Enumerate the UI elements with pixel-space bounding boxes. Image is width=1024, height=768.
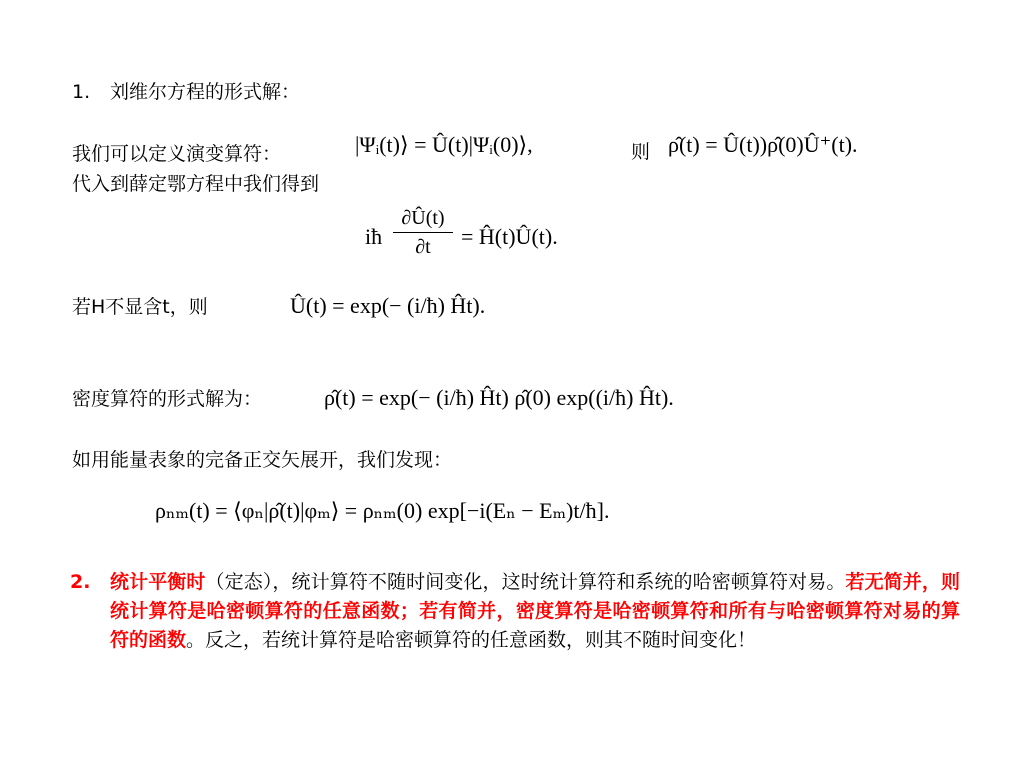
fraction-bar [393,232,453,233]
define-operator-text: 我们可以定义演变算符： [72,143,282,165]
density-solution-equation: ρ̂(t) = exp(− (i/ħ) Ĥt) ρ̂(0) exp((i/ħ) Ĥt). [324,385,674,410]
then-text: 则 [631,141,651,163]
item2-red-statement: 若无简并，则统计算符是哈密顿算符的任意函数；若有简并，密度算符是哈密顿算符和所有与哈密顿算符对易的算符的函数 [110,571,960,651]
schrodinger-rhs: = Ĥ(t)Û(t). [461,224,558,249]
matrix-element-equation: ρₙₘ(t) = ⟨φₙ|ρ̂(t)|φₘ⟩ = ρₙₘ(0) exp[−i(Eₙ − Eₘ)t/ħ]. [155,498,610,523]
item2-red-heading: 统计平衡时 [110,571,206,593]
substitute-text: 代入到薛定鄂方程中我们得到 [72,173,320,195]
item2-paragraph [70,568,960,655]
energy-representation-text: 如用能量表象的完备正交矢展开，我们发现： [72,449,453,471]
item2-body [110,568,960,655]
item2-text-1: （定态），统计算符不随时间变化，这时统计算符和系统的哈密顿算符对易。 [205,571,846,593]
item2-text-2: 。反之，若统计算符是哈密顿算符的任意函数，则其不随时间变化！ [186,629,757,651]
schrodinger-fraction [393,206,453,259]
density-evolution-equation: ρ̂(t) = Û(t))ρ̂(0)Û⁺(t). [668,132,858,157]
item1-number: 1. [72,81,91,103]
fraction-denominator: ∂t [415,236,431,258]
item2-number: 2. [70,571,91,593]
density-solution-text: 密度算符的形式解为： [72,388,263,410]
evolution-equation: |Ψᵢ(t)⟩ = Û(t)|Ψᵢ(0)⟩, [355,132,533,157]
if-h-text: 若H不显含t，则 [72,296,208,318]
fraction-numerator: ∂Û(t) [401,207,445,229]
schrodinger-lhs-prefix: iħ [365,224,383,249]
item1-title: 刘维尔方程的形式解： [110,81,301,103]
time-evolution-exp-equation: Û(t) = exp(− (i/ħ) Ĥt). [290,293,486,318]
